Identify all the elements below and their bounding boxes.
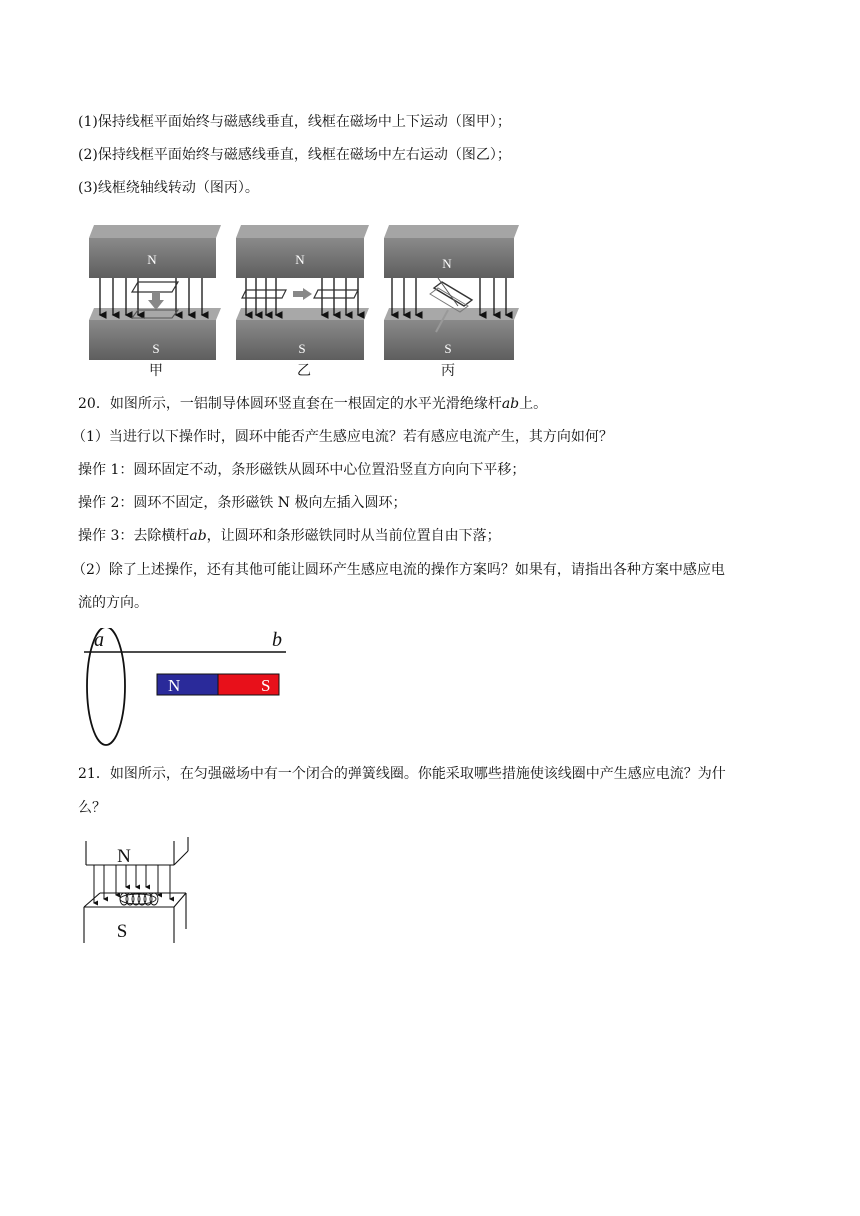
q20-stem-suffix: 上。: [519, 396, 548, 412]
q19-panel-3-south-label: S: [444, 341, 452, 356]
q20-part2-line2: 流的方向。: [78, 595, 148, 611]
rod-end-b-label: b: [272, 629, 282, 651]
q20-op2: 操作 2：圆环不固定，条形磁铁 N 极向左插入圆环；: [78, 495, 407, 511]
q19-caption-bing: 丙: [441, 363, 455, 379]
q19-panel-1-north-label: N: [147, 252, 157, 267]
q19-item-3: (3)线框绕轴线转动（图丙）。: [78, 180, 259, 196]
q20-op3-var: ab: [189, 528, 207, 544]
magnet-north-half: [157, 674, 218, 695]
q20-part2-line1: （2）除了上述操作，还有其他可能让圆环产生感应电流的操作方案吗？如果有，请指出各种方案中感应电: [72, 562, 725, 578]
spring-coil: [120, 893, 158, 905]
aluminum-ring: [87, 628, 125, 745]
q19-caption-jia: 甲: [149, 363, 163, 379]
q19-caption-yi: 乙: [297, 363, 311, 379]
magnet-s-label: S: [261, 676, 271, 695]
q21-stem-line1: 21．如图所示，在匀强磁场中有一个闭合的弹簧线圈。你能采取哪些措施使该线圈中产生感应电流？为什: [78, 766, 726, 782]
q19-panel-1-south-label: S: [152, 341, 160, 356]
q19-panel-2: [236, 225, 369, 360]
q21-south-label: S: [116, 921, 128, 942]
q19-figure-svg: [86, 220, 526, 365]
q20-op3-prefix: 操作 3：去除横杆: [78, 528, 190, 544]
q19-item-1: (1)保持线框平面始终与磁感线垂直，线框在磁场中上下运动（图甲）；: [78, 114, 511, 130]
q19-item-2: (2)保持线框平面始终与磁感线垂直，线框在磁场中左右运动（图乙）；: [78, 147, 511, 163]
q20-figure: [80, 628, 300, 752]
magnet-n-label: N: [168, 676, 181, 695]
q19-panel-2-south-label: S: [298, 341, 306, 356]
q20-op1: 操作 1：圆环固定不动，条形磁铁从圆环中心位置沿竖直方向向下平移；: [78, 462, 526, 478]
q20-stem-prefix: 20．如图所示，一铝制导体圆环竖直套在一根固定的水平光滑绝缘杆: [78, 396, 502, 412]
q20-stem-var: ab: [501, 396, 520, 412]
q19-panel-2-north-label: N: [295, 252, 305, 267]
q20-part1: （1）当进行以下操作时，圆环中能否产生感应电流？若有感应电流产生，其方向如何？: [72, 429, 613, 445]
q20-figure-svg: [80, 628, 300, 752]
q21-figure: [78, 835, 194, 947]
rod-end-a-label: a: [94, 629, 104, 651]
q19-panel-3-north-label: N: [442, 256, 452, 271]
q21-figure-svg: [78, 835, 194, 947]
q19-figure: [86, 220, 526, 385]
q21-north-label: N: [117, 846, 131, 867]
q21-stem-line2: 么？: [78, 800, 106, 816]
q20-op3-suffix: ，让圆环和条形磁铁同时从当前位置自由下落；: [206, 528, 501, 544]
q20-op3: [78, 526, 501, 546]
q20-stem: [78, 394, 547, 414]
q19-panel-3: [384, 225, 519, 360]
q19-panel-1: [89, 225, 221, 360]
